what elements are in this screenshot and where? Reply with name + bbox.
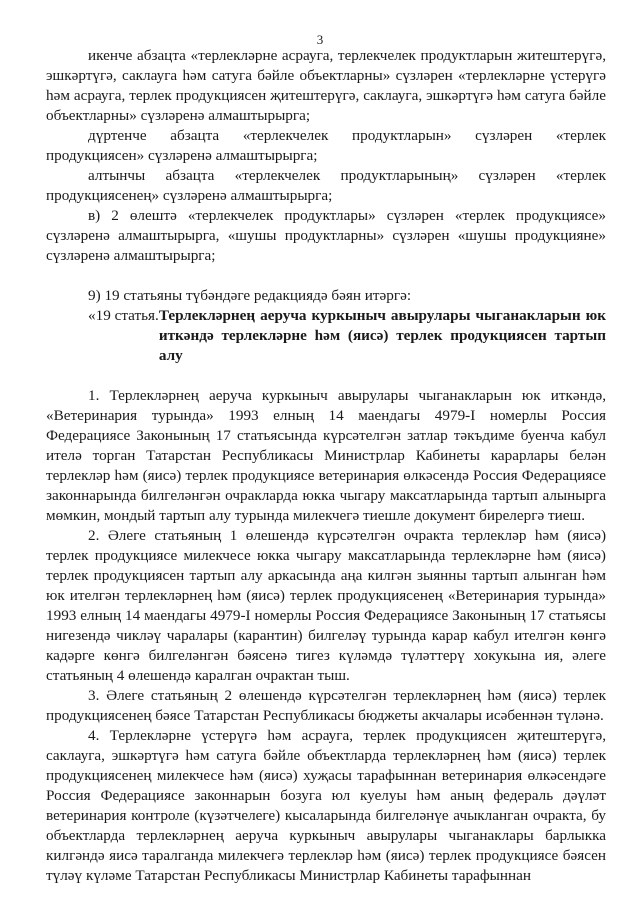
paragraph: в) 2 өлештә «терлекчелек продуктлары» сүзләрен «терлек продукциясе» сүзләренә алмаштырырга, «шушы продуктларны» сүзләрен «шушы продукцияне» сүзләренә алмаштырырга; [46,207,606,264]
article-heading [46,306,606,366]
spacer [46,266,606,286]
paragraph: икенче абзацта «терлекләрне асрауга, терлекчелек продуктларын житештерүгә, эшкәртүгә, саклауга һәм сатуга бәйле объектларны» сүзләрен «терлекләрне үстерүгә һәм асрауга, терлек продукциясен җитештерүгә, саклауга, эшкәртүгә һәм сатуга бәйле объектларны» сүзләренә алмаштырырга; [46,47,606,124]
article-paragraph-3: 3. Әлеге статьяның 2 өлешендә күрсәтелгән терлекләрнең һәм (яисә) терлек продукциясенең бәясе Татарстан Республикасы бюджеты акчалары исәбеннән түләнә. [46,687,606,724]
item-9-paragraph: 9) 19 статьяны түбәндәге редакциядә бәян итәргә: [88,287,412,304]
article-label: «19 статья. [88,307,159,324]
article-paragraph-4: 4. Терлекләрне үстерүгә һәм асрауга, терлек продукциясен җитештерүгә, саклауга, эшкәртүгә һәм сатуга бәйле объектларда терлекләрнең һәм (яисә) терлек продукциясенең милекчесе һәм (яисә) хуҗасы тарафыннан ветеринария өлкәсендәге Россия Федерациясе законнарын бозуга юл куелуы һәм аның федераль дәүләт ветеринария контроле (күзәтчелеге) кысаларында билгеләнүе ачыкланган очракта, бу объектларда терлекләрнең аеруча куркыныч авырулары чыганаклары барлыкка килгәндә яисә таралганда милекчегә терлекләр һәм (яисә) терлек продукциясе бәясен түләү күләме Татарстан Республикасы Министрлар Кабинеты тарафыннан [46,727,606,884]
paragraph: алтынчы абзацта «терлекчелек продуктларының» сүзләрен «терлек продукциясенең» сүзләренә алмаштырырга; [46,167,606,204]
article-paragraph-1: 1. Терлекләрнең аеруча куркыныч авырулары чыганакларын юк иткәндә, «Ветеринария турында» 1993 елның 14 маендагы 4979-I номерлы Россия Федерациясе Законының 17 статьясында күрсәтелгән затлар тәкъдиме буенча кабул ителә торган Татарстан Республикасы Министрлар Кабинеты карарлары белән терлекләр һәм (яисә) терлек продукциясе ветеринария өлкәсендә Россия Федерациясе законнарында билгеләнгән очракларда юкка чыгару максатларында тартып алынырга мөмкин, мондый тартып алу турында милекчегә тиешле документ бирелергә тиеш. [46,387,606,524]
document-body [46,46,606,886]
page-number: 3 [316,32,324,47]
article-paragraph-2: 2. Әлеге статьяның 1 өлешендә күрсәтелгән очракта терлекләр һәм (яисә) терлек продукциясе милекчесе юкка чыгару максатларында терлекләрне һәм (яисә) терлек продукциясен тартып алу аркасында аңа килгән зыянны тартып алынган һәм юк ителгән терлекләрнең һәм (яисә) терлек продукциясенең «Ветеринария турында» 1993 елның 14 маендагы 4979-I номерлы Россия Федерациясе Законының 17 статьясы нигезендә чикләү чаралары (карантин) билгеләү турында карар кабул ителгән көнгә кадәрге көнгә билгеләнгән бәясенә тигез күләмдә түләттерү хокукына ия, әлеге статьяның 4 өлешендә каралган очрактан тыш. [46,527,606,684]
paragraph: дүртенче абзацта «терлекчелек продуктларын» сүзләрен «терлек продукциясен» сүзләренә алмаштырырга; [46,127,606,164]
article-title: Терлекләрнең аеруча куркыныч авырулары чыганакларын юк иткәндә терлекләрне һәм (яисә) терлек продукциясен тартып алу [158,307,606,364]
